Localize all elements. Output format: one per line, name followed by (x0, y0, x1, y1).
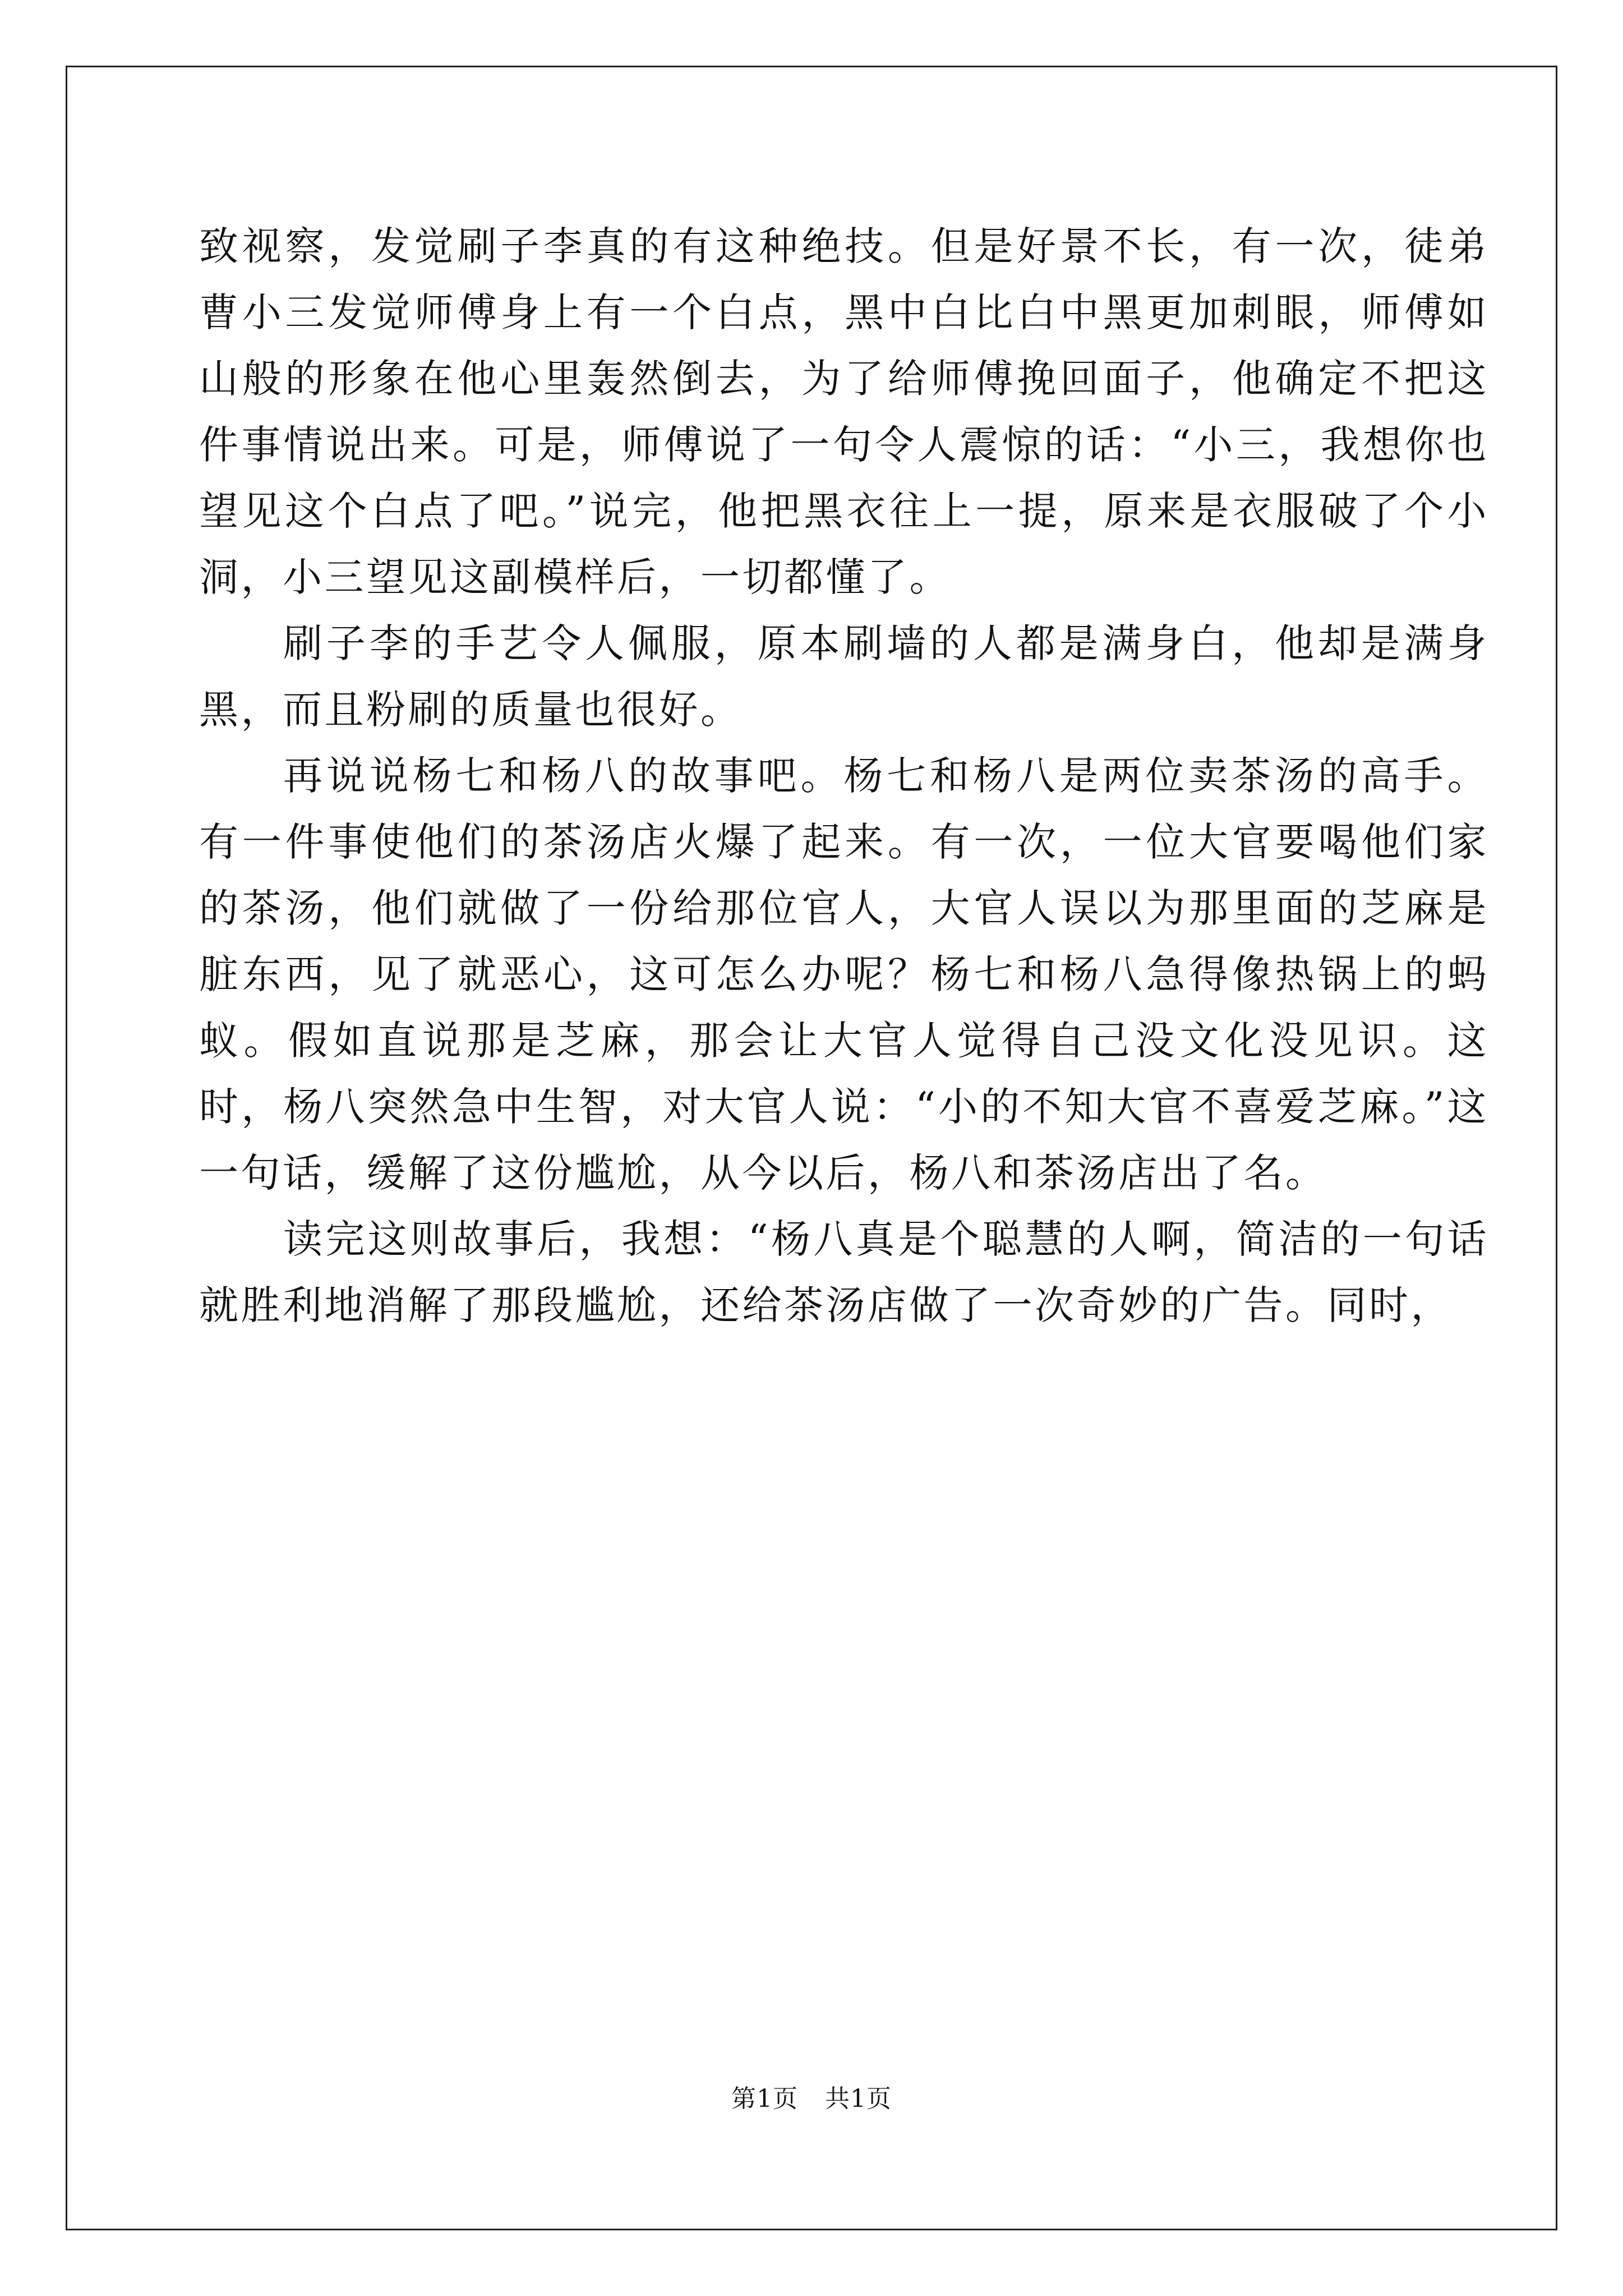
paragraph-2: 刷子李的手艺令人佩服，原本刷墙的人都是满身白，他却是满身黑，而且粉刷的质量也很好。 (199, 620, 1489, 733)
document-body (199, 213, 1489, 1338)
paragraph-4: 读完这则故事后，我想：“杨八真是个聪慧的人啊，简洁的一句话就胜利地消解了那段尴尬，还给茶汤店做了一次奇妙的广告。同时， (199, 1216, 1489, 1328)
page-total: 共1页 (825, 2085, 892, 2113)
paragraph-1: 致视察，发觉刷子李真的有这种绝技。但是好景不长，有一次，徒弟曹小三发觉师傅身上有一个白点，黑中白比白中黑更加刺眼，师傅如山般的形象在他心里轰然倒去，为了给师傅挽回面子，他确定不把这件事情说出来。可是，师傅说了一句令人震惊的话：“小三，我想你也望见这个白点了吧。”说完，他把黑衣往上一提，原来是衣服破了个小洞，小三望见这副模样后，一切都懂了。 (199, 223, 1489, 600)
paragraph-3: 再说说杨七和杨八的故事吧。杨七和杨八是两位卖茶汤的高手。有一件事使他们的茶汤店火爆了起来。有一次，一位大官要喝他们家的茶汤，他们就做了一份给那位官人，大官人误以为那里面的芝麻是脏东西，见了就恶心，这可怎么办呢？杨七和杨八急得像热锅上的蚂蚁。假如直说那是芝麻，那会让大官人觉得自己没文化没见识。这时，杨八突然急中生智，对大官人说：“小的不知大官不喜爱芝麻。”这一句话，缓解了这份尴尬，从今以后，杨八和茶汤店出了名。 (199, 753, 1489, 1196)
page-number: 第1页 (731, 2085, 798, 2113)
page-footer (0, 2082, 1623, 2116)
